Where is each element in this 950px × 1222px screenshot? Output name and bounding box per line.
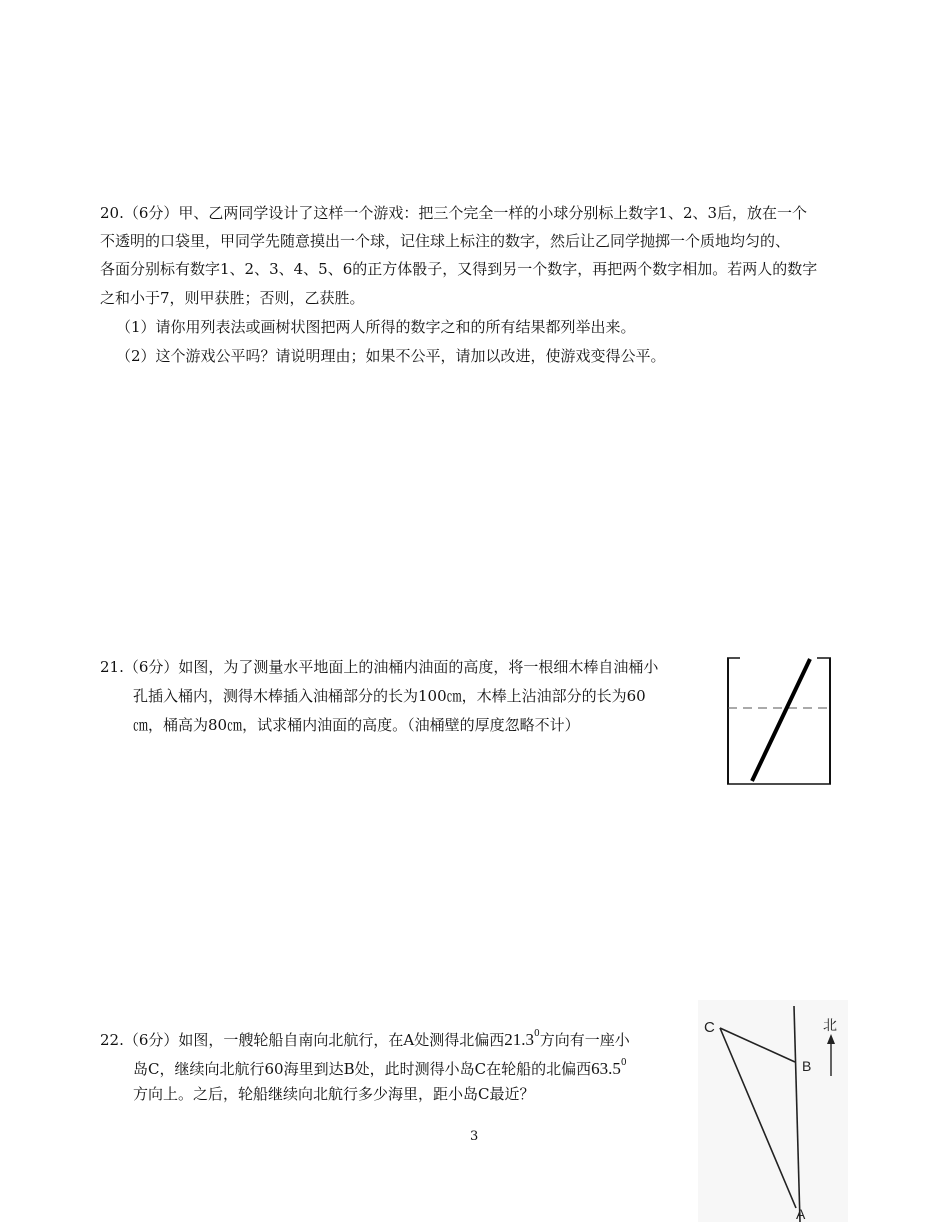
q22-line-2: [133, 1052, 627, 1080]
q20-line-3: 各面分别标有数字1、2、3、4、5、6的正方体骰子，又得到另一个数字，再把两个数字相加。若两人的数字: [100, 260, 818, 278]
wooden-rod: [752, 659, 810, 781]
degree-mark-1: 0: [533, 1029, 540, 1039]
q21-line-2: 孔插入桶内，测得木棒插入油桶部分的长为100㎝，木棒上沾油部分的长为60: [133, 687, 646, 705]
oil-barrel-figure: [720, 650, 840, 790]
page-number: 3: [470, 1129, 479, 1144]
q22-line-1-end: 方向有一座小: [539, 1031, 630, 1049]
angle-63-5: 63.5: [591, 1059, 621, 1078]
degree-mark-2: 0: [620, 1058, 627, 1068]
navigation-figure: [698, 1000, 848, 1222]
angle-21-3: 21.3: [504, 1030, 534, 1049]
q20-line-4: 之和小于7，则甲获胜；否则，乙获胜。: [100, 289, 365, 307]
q22-line-2-text: 岛C，继续向北航行60海里到达B处，此时测得小岛C在轮船的北偏西: [133, 1060, 592, 1078]
q21-line-1: 21.（6分）如图，为了测量水平地面上的油桶内油面的高度，将一根细木棒自油桶小: [100, 658, 659, 676]
label-b: B: [802, 1058, 812, 1074]
q20-part-2: （2）这个游戏公平吗？请说明理由；如果不公平，请加以改进，使游戏变得公平。: [116, 347, 666, 365]
label-a: A: [796, 1206, 806, 1222]
label-c: C: [704, 1019, 715, 1036]
q21-line-3: ㎝，桶高为80㎝，试求桶内油面的高度。（油桶壁的厚度忽略不计）: [133, 716, 580, 734]
q22-line-1: [100, 1023, 630, 1051]
q20-part-1: （1）请你用列表法或画树状图把两人所得的数字之和的所有结果都列举出来。: [116, 318, 636, 336]
q20-line-2: 不透明的口袋里，甲同学先随意摸出一个球，记住球上标注的数字，然后让乙同学抛掷一个质地均匀的、: [100, 232, 791, 250]
scan-background: [698, 1000, 848, 1222]
q20-line-1: 20.（6分）甲、乙两同学设计了这样一个游戏：把三个完全一样的小球分别标上数字1、2、3后，放在一个: [100, 204, 808, 222]
north-label: 北: [823, 1017, 837, 1033]
q22-line-3: 方向上。之后，轮船继续向北航行多少海里，距小岛C最近？: [133, 1085, 535, 1103]
q22-line-1-text: 22.（6分）如图，一艘轮船自南向北航行，在A处测得北偏西: [100, 1031, 505, 1049]
